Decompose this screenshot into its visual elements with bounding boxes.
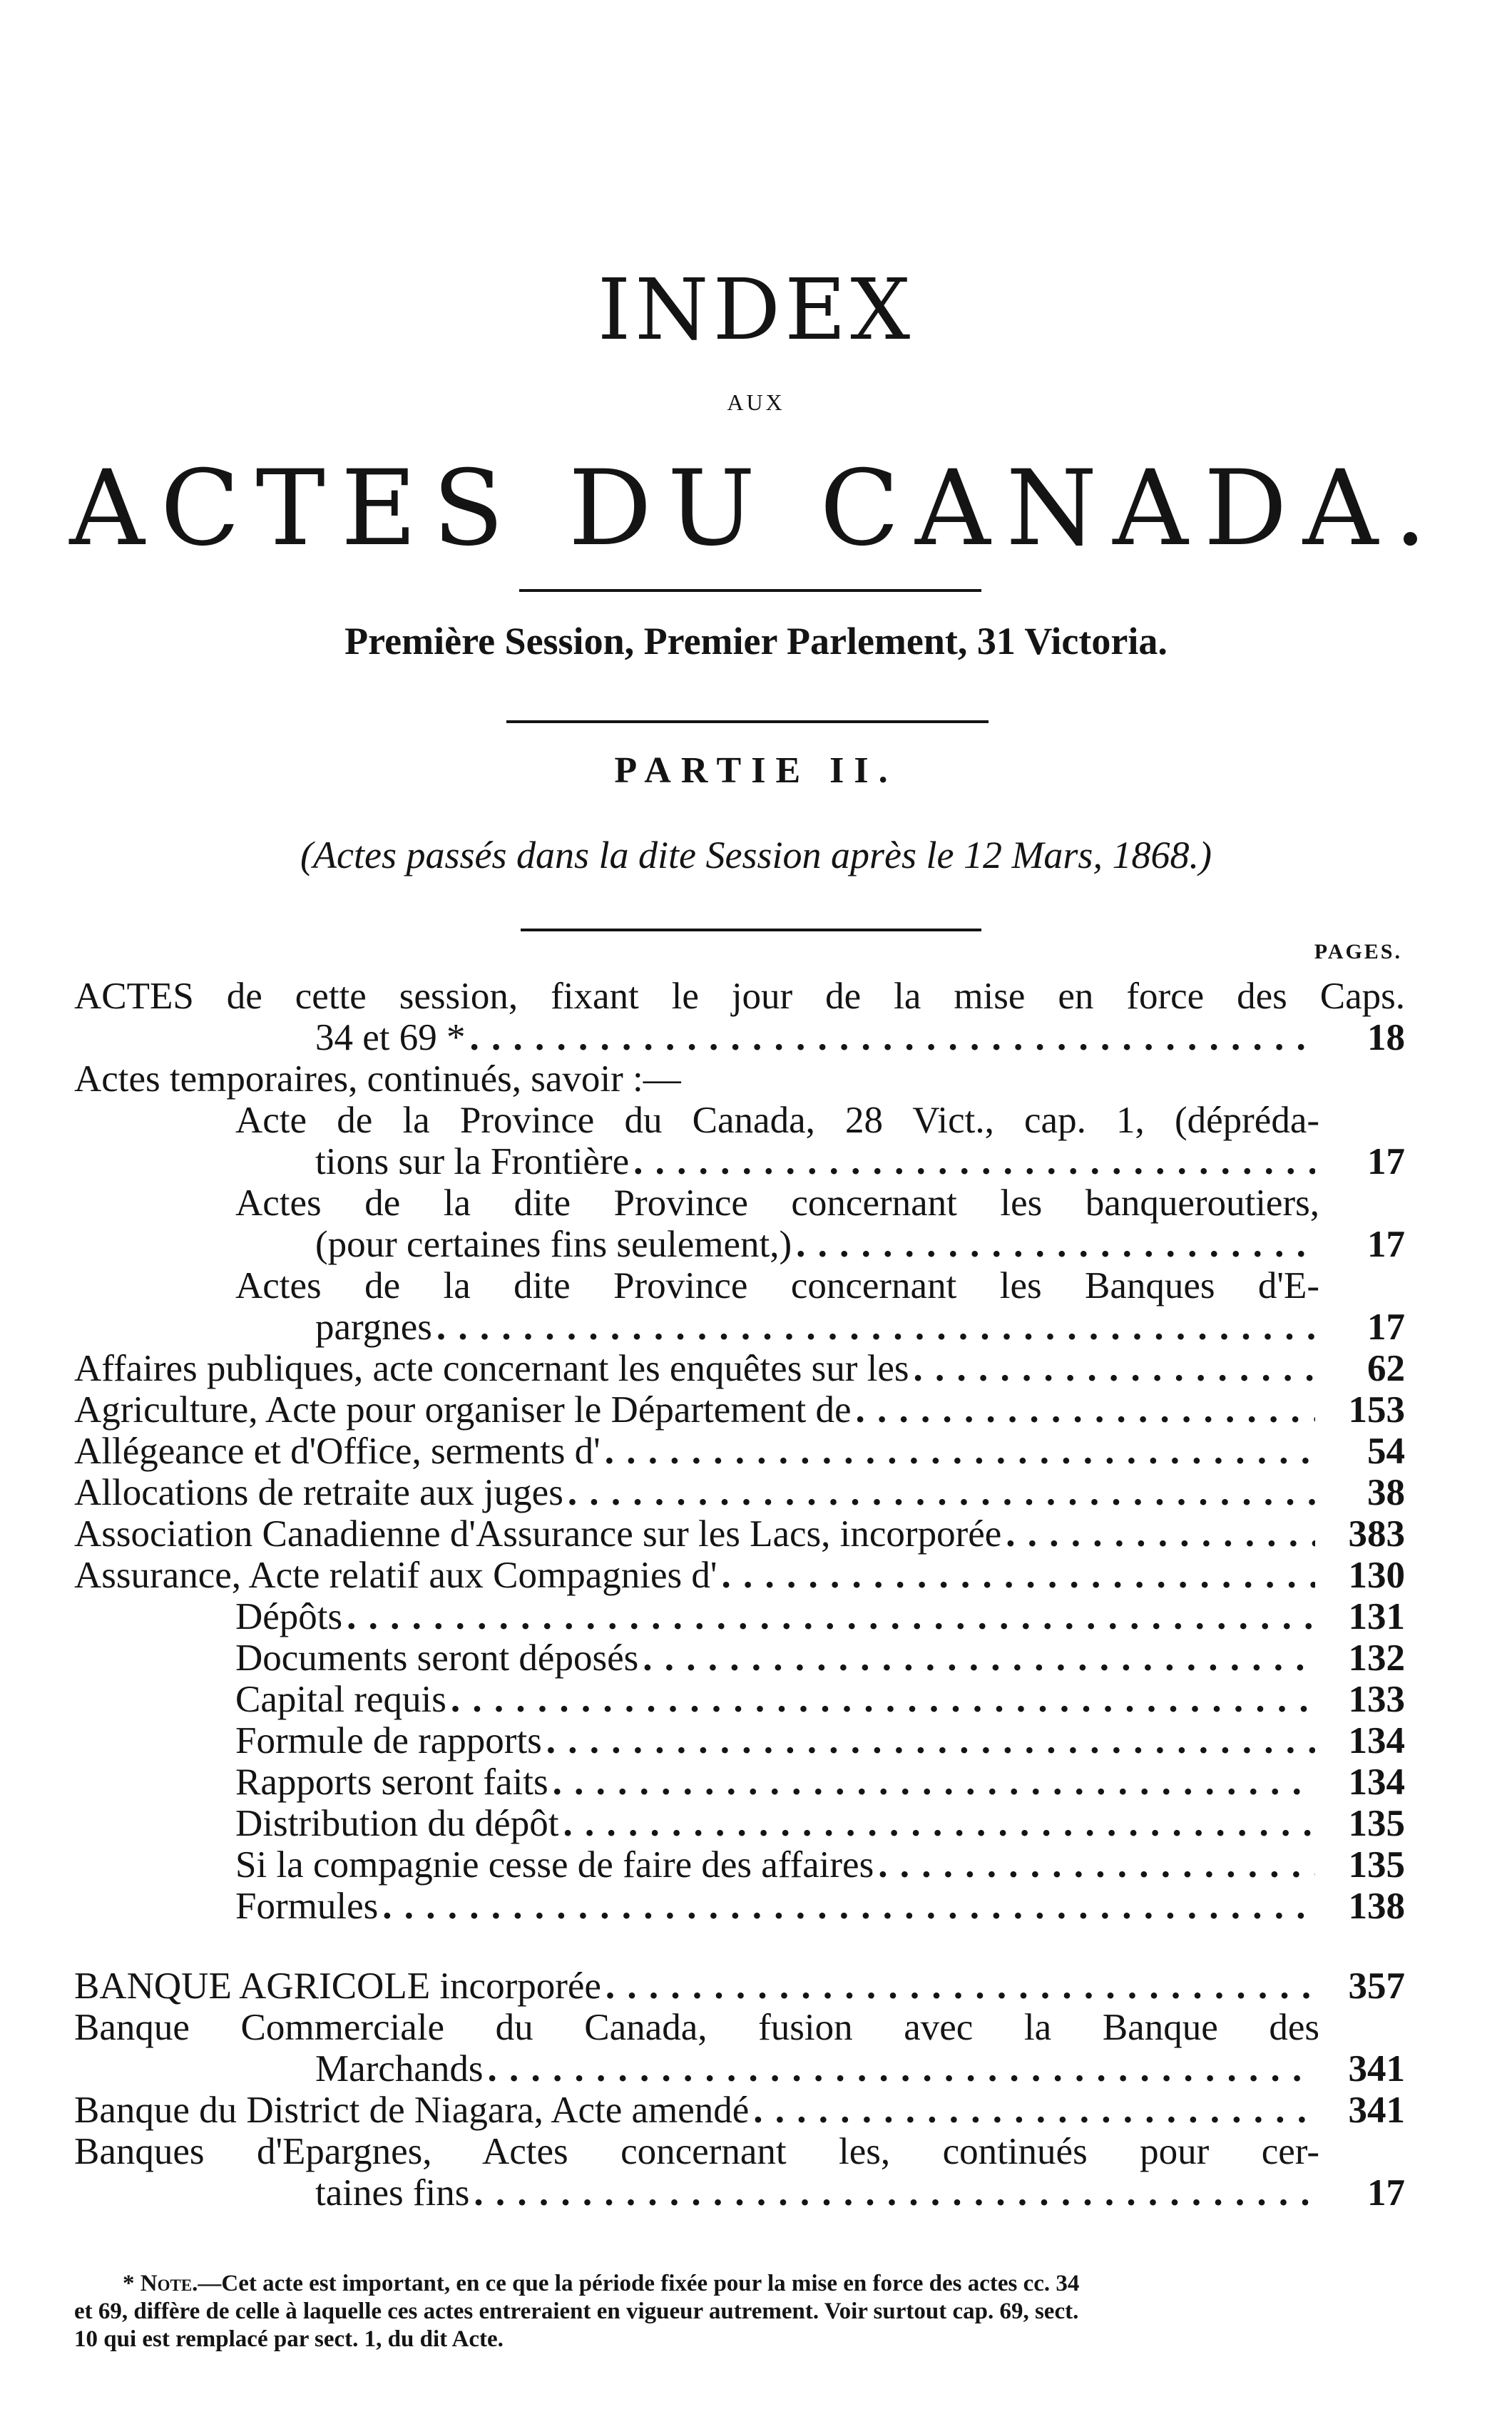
index-entry-text: Formule de rapports	[235, 1720, 542, 1761]
index-entry-text: (pour certaines fins seulement,)	[315, 1224, 792, 1265]
part-subtitle: (Actes passés dans la dite Session après le 12 Mars, 1868.)	[300, 834, 1212, 876]
dot-leader	[451, 1679, 1315, 1720]
index-subentry	[74, 1761, 1405, 1803]
page-number: 383	[1348, 1513, 1405, 1555]
index-entry-text: Formules	[235, 1886, 379, 1927]
page-number: 132	[1348, 1637, 1405, 1679]
index-entry-text: Rapports seront faits	[235, 1761, 548, 1803]
index-subentry	[74, 1886, 1405, 1927]
index-subentry	[74, 1596, 1405, 1637]
index-entry-text: tions sur la Frontière	[315, 1141, 630, 1182]
index-entry-text: Banque du District de Niagara, Acte amendé	[74, 2090, 750, 2131]
index-entry-text: Allégeance et d'Office, serments d'	[74, 1431, 601, 1472]
index-entry-continuation-head	[74, 976, 1405, 1017]
index-entry-text: Documents seront déposés	[235, 1637, 639, 1679]
page-number: 17	[1367, 1141, 1405, 1182]
index-subentry	[74, 1720, 1405, 1761]
dot-leader	[606, 1965, 1315, 2007]
index-entry-text: Acte de la Province du Canada, 28 Vict., cap. 1, (dépréda-	[235, 1100, 1319, 1141]
index-subentry-head	[74, 1100, 1405, 1141]
dot-leader	[553, 1761, 1315, 1803]
index-entry	[74, 1965, 1405, 2007]
index-subentry	[74, 1679, 1405, 1720]
index-entry-text: Actes de la dite Province concernant les Banques d'E-	[235, 1265, 1319, 1306]
index-subentry	[74, 1224, 1405, 1265]
section-gap	[74, 1927, 1405, 1965]
dot-leader	[721, 1555, 1315, 1596]
footnote-line	[74, 2270, 1405, 2298]
dot-leader	[913, 1348, 1315, 1389]
page-number: 134	[1348, 1720, 1405, 1761]
page-number: 54	[1367, 1431, 1405, 1472]
index-entry-text: Distribution du dépôt	[235, 1803, 559, 1844]
index-entry-text: Banque Commerciale du Canada, fusion avec la Banque des	[74, 2007, 1319, 2048]
page-number: 341	[1348, 2048, 1405, 2090]
page-number: 138	[1348, 1886, 1405, 1927]
index-entry	[74, 1431, 1405, 1472]
index-subentry	[74, 1844, 1405, 1886]
footnote-text: —Cet acte est important, en ce que la période fixée pour la mise en force des actes cc. 34	[198, 2271, 1080, 2296]
dot-leader	[436, 1306, 1315, 1348]
part-heading: PARTIE II.	[614, 750, 898, 791]
page-number: 153	[1348, 1389, 1405, 1431]
page-number: 357	[1348, 1965, 1405, 2007]
index-entry	[74, 1472, 1405, 1513]
index-entry-text: Affaires publiques, acte concernant les enquêtes sur les	[74, 1348, 909, 1389]
page-number: 134	[1348, 1761, 1405, 1803]
dot-leader	[546, 1720, 1315, 1761]
index-entry-text: 34 et 69 *	[315, 1017, 466, 1058]
footnote-note-label: Note.	[140, 2271, 198, 2296]
index-entry-text: Capital requis	[235, 1679, 446, 1720]
footnote-marker: *	[123, 2271, 135, 2296]
index-entry	[74, 1513, 1405, 1555]
dot-leader	[474, 2172, 1315, 2214]
index-subentry	[74, 1637, 1405, 1679]
index-entry-text: Si la compagnie cesse de faire des affaires	[235, 1844, 874, 1886]
page-number: 131	[1348, 1596, 1405, 1637]
index-entry-continuation-head	[74, 2131, 1405, 2172]
footnote-line: 10 qui est remplacé par sect. 1, du dit Acte.	[74, 2326, 504, 2352]
aux-label: AUX	[727, 389, 785, 415]
index-entry-text: Actes temporaires, continués, savoir :—	[74, 1058, 681, 1100]
index-subentry	[74, 1306, 1405, 1348]
index-entry-text: Association Canadienne d'Assurance sur les Lacs, incorporée	[74, 1513, 1002, 1555]
index-entry-text: BANQUE AGRICOLE incorporée	[74, 1965, 601, 2007]
index-entry	[74, 2172, 1405, 2214]
dot-leader	[878, 1844, 1315, 1886]
dot-leader	[487, 2048, 1315, 2090]
index-entry-text: Marchands	[315, 2048, 484, 2090]
index-entry	[74, 1058, 1405, 1100]
dot-leader	[470, 1017, 1316, 1058]
index-entry	[74, 1348, 1405, 1389]
index-entry-text: ACTES de cette session, fixant le jour de la mise en force des Caps.	[74, 976, 1405, 1017]
page-number: 38	[1367, 1472, 1405, 1513]
index-entry	[74, 2048, 1405, 2090]
index-entry-text: taines fins	[315, 2172, 470, 2214]
index-entry	[74, 1555, 1405, 1596]
session-line: Première Session, Premier Parlement, 31 Victoria.	[344, 620, 1168, 663]
page-number: 135	[1348, 1803, 1405, 1844]
index-entry	[74, 2090, 1405, 2131]
index-entry	[74, 1017, 1405, 1058]
page-number: 17	[1367, 1224, 1405, 1265]
page-number: 135	[1348, 1844, 1405, 1886]
page-number: 62	[1367, 1348, 1405, 1389]
index-subentry	[74, 1803, 1405, 1844]
index-entry-text: Banques d'Epargnes, Actes concernant les, continués pour cer-	[74, 2131, 1319, 2172]
page-number: 18	[1367, 1017, 1405, 1058]
index-heading: INDEX	[597, 260, 915, 359]
page-number: 133	[1348, 1679, 1405, 1720]
page-number: 341	[1348, 2090, 1405, 2131]
page-number: 17	[1367, 2172, 1405, 2214]
divider-rule	[521, 929, 981, 931]
index-entry-text: pargnes	[315, 1306, 432, 1348]
dot-leader	[382, 1886, 1315, 1927]
pages-column-label: PAGES.	[1314, 940, 1402, 963]
page-number: 130	[1348, 1555, 1405, 1596]
dot-leader	[633, 1141, 1315, 1182]
index-entry	[74, 1389, 1405, 1431]
dot-leader	[605, 1431, 1315, 1472]
index-entry-text: Agriculture, Acte pour organiser le Département de	[74, 1389, 852, 1431]
page-title: ACTES DU CANADA.	[69, 448, 1443, 569]
dot-leader	[1006, 1513, 1315, 1555]
page-number: 17	[1367, 1306, 1405, 1348]
dot-leader	[563, 1803, 1315, 1844]
divider-rule	[519, 589, 981, 592]
index-list	[74, 976, 1405, 2214]
index-entry-text: Assurance, Acte relatif aux Compagnies d'	[74, 1555, 717, 1596]
index-entry-text: Actes de la dite Province concernant les banqueroutiers,	[235, 1182, 1319, 1224]
index-subentry-head	[74, 1182, 1405, 1224]
dot-leader	[856, 1389, 1315, 1431]
footnote	[74, 2270, 1405, 2353]
dot-leader	[753, 2090, 1315, 2131]
index-entry-continuation-head	[74, 2007, 1405, 2048]
divider-rule	[506, 720, 989, 723]
index-entry-text: Dépôts	[235, 1596, 343, 1637]
dot-leader	[347, 1596, 1315, 1637]
dot-leader	[568, 1472, 1315, 1513]
index-entry-text: Allocations de retraite aux juges	[74, 1472, 563, 1513]
footnote-line: et 69, diffère de celle à laquelle ces actes entreraient en vigueur autrement. Voir surtout cap. 69, sect.	[74, 2298, 1079, 2324]
dot-leader	[796, 1224, 1315, 1265]
dot-leader	[643, 1637, 1315, 1679]
index-subentry	[74, 1141, 1405, 1182]
index-subentry-head	[74, 1265, 1405, 1306]
